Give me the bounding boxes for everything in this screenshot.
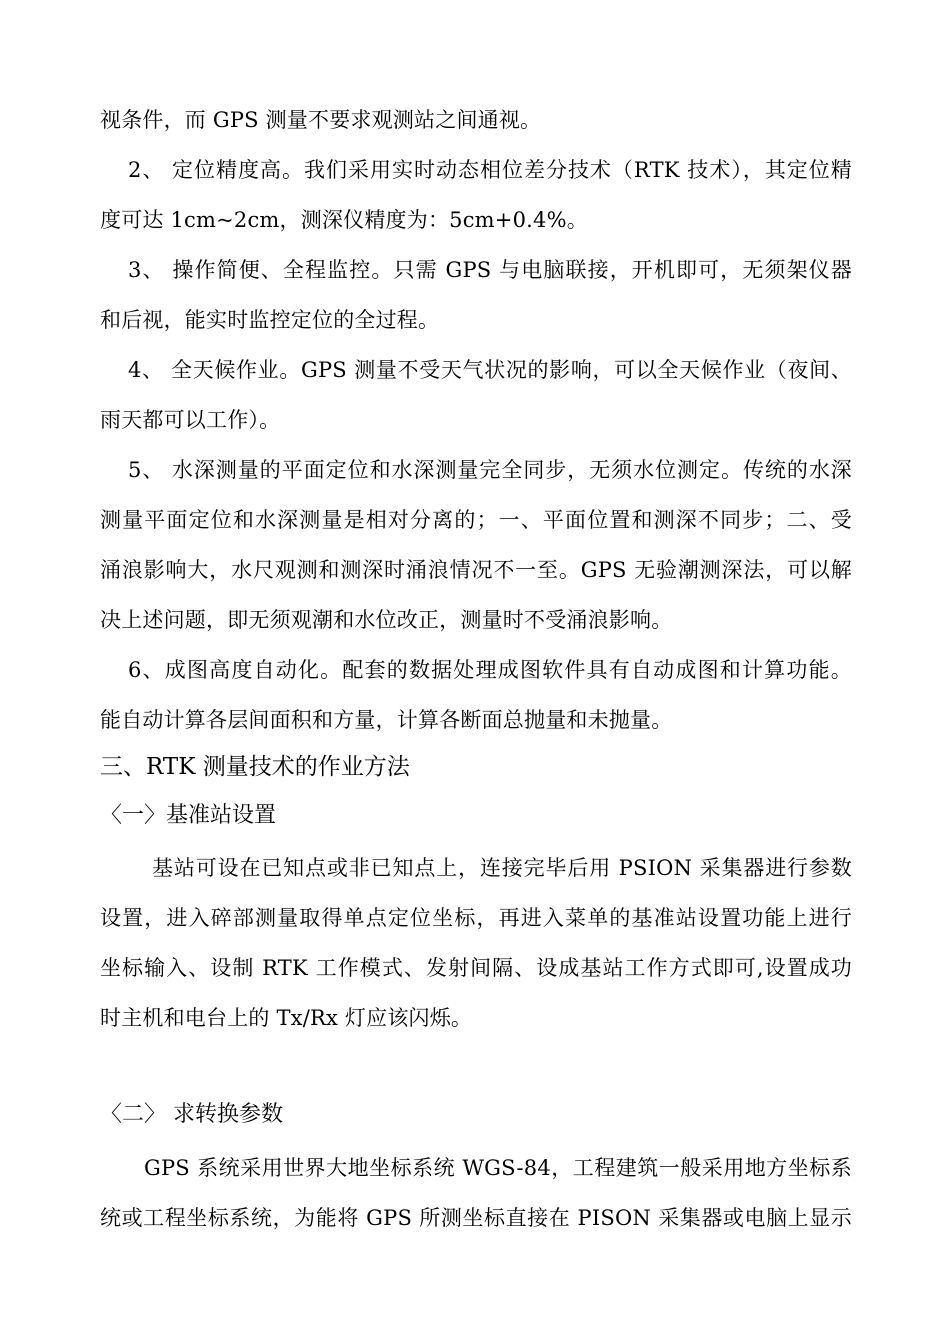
text-line: GPS 系统采用世界大地坐标系统 WGS-84，工程建筑一般采用地方坐标系: [144, 1156, 852, 1180]
text-line: 统或工程坐标系统，为能将 GPS 所测坐标直接在 PISON 采集器或电脑上显示: [100, 1206, 852, 1230]
text-line: 设置，进入碎部测量取得单点定位坐标，再进入菜单的基准站设置功能上进行: [100, 906, 852, 930]
text-line: 2、 定位精度高。我们采用实时动态相位差分技术（RTK 技术），其定位精: [128, 158, 852, 182]
subsection-heading: 〈二〉 求转换参数: [100, 1102, 283, 1127]
text-line: 时主机和电台上的 Tx/Rx 灯应该闪烁。: [100, 1006, 473, 1030]
text-line: 视条件，而 GPS 测量不要求观测站之间通视。: [100, 108, 542, 132]
text-line: 坐标输入、设制 RTK 工作模式、发射间隔、设成基站工作方式即可,设置成功: [100, 956, 852, 980]
text-line: 6、成图高度自动化。配套的数据处理成图软件具有自动成图和计算功能。: [128, 658, 852, 682]
text-line: 基站可设在已知点或非已知点上，连接完毕后用 PSION 采集器进行参数: [152, 856, 852, 880]
text-line: 和后视，能实时监控定位的全过程。: [100, 308, 440, 332]
text-line: 4、 全天候作业。GPS 测量不受天气状况的影响，可以全天候作业（夜间、: [128, 358, 852, 382]
text-line: 5、 水深测量的平面定位和水深测量完全同步，无须水位测定。传统的水深: [128, 458, 852, 482]
text-line: 雨天都可以工作）。: [100, 408, 281, 432]
subsection-heading: 〈一〉基准站设置: [100, 803, 277, 828]
text-line: 测量平面定位和水深测量是相对分离的；一、平面位置和测深不同步；二、受: [100, 508, 852, 532]
text-line: 3、 操作简便、全程监控。只需 GPS 与电脑联接，开机即可，无须架仪器: [128, 258, 852, 282]
text-line: 能自动计算各层间面积和方量，计算各断面总抛量和未抛量。: [100, 708, 673, 732]
text-line: 决上述问题，即无须观潮和水位改正，测量时不受涌浪影响。: [100, 608, 673, 632]
text-line: 度可达 1cm~2cm，测深仪精度为：5cm+0.4%。: [100, 208, 588, 232]
section-heading: 三、RTK 测量技术的作业方法: [100, 754, 410, 780]
text-line: 涌浪影响大，水尺观测和测深时涌浪情况不一至。GPS 无验潮测深法，可以解: [100, 558, 852, 582]
